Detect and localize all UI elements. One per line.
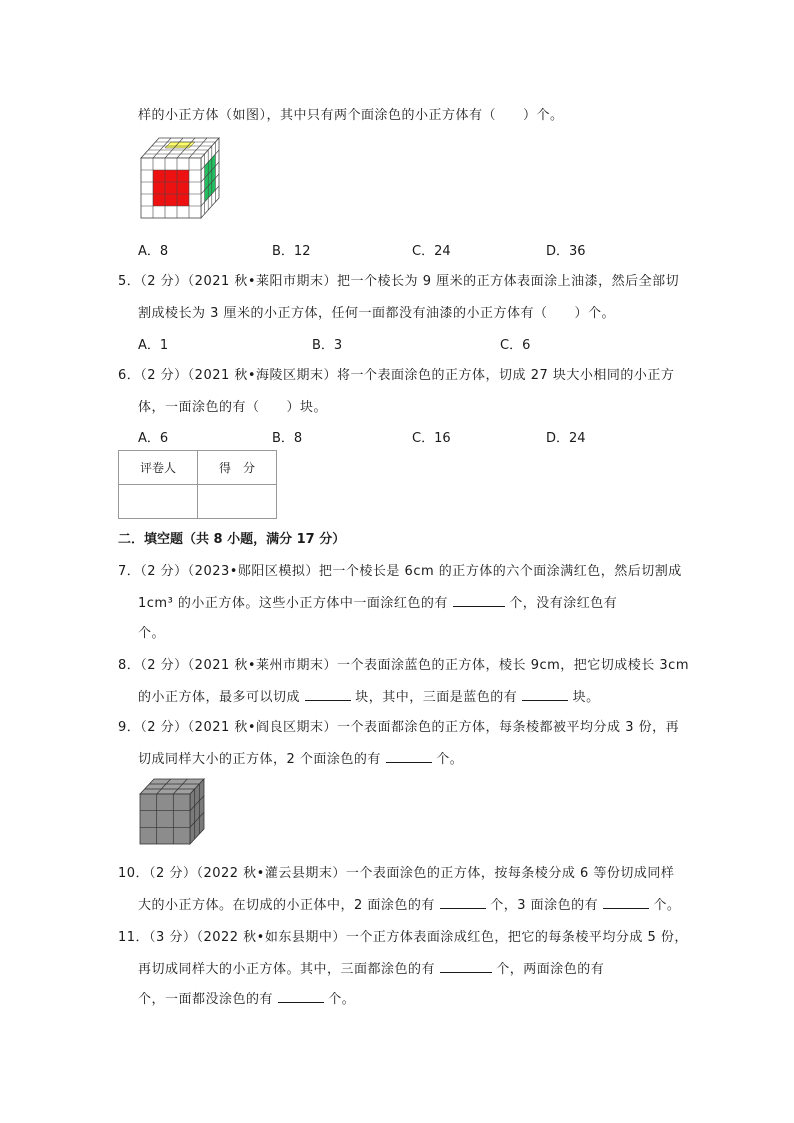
q11-line1: 11．（3 分）（2022 秋•如东县期中）一个正方体表面涂成红色，把它的每条棱平均分成 5 份，	[118, 930, 688, 945]
q11-line2-text-a: 再切成同样大的小正方体。其中，三面都涂色的有	[138, 962, 436, 977]
q7-line3: 个。	[138, 626, 166, 641]
q11-answer-blank-2[interactable]	[278, 990, 324, 1003]
section-title: 二．填空题（共 8 小题，满分 17 分）	[118, 532, 346, 547]
q10-line2	[138, 894, 680, 913]
q8-line2-text-c: 块。	[572, 690, 600, 705]
q4-option-a: A．8	[138, 244, 169, 259]
q9-line2-text-b: 个。	[436, 752, 464, 767]
q4-option-d: D．36	[546, 244, 586, 259]
q11-line2-text-b: 个，两面涂色的有	[496, 962, 605, 977]
q7-line2	[138, 592, 617, 611]
gray-cube-front-face	[140, 794, 190, 844]
q11-line3-text-a: 个，一面都没涂色的有	[138, 992, 274, 1007]
q5-option-b: B．3	[312, 338, 343, 353]
q7-line2-text-b: 个，没有涂红色有	[509, 596, 618, 611]
q10-line1: 10．（2 分）（2022 秋•灌云县期末）一个表面涂色的正方体，按每条棱分成 6 等份切成同样	[118, 866, 675, 881]
q11-line3	[138, 988, 355, 1007]
q10-answer-blank-1[interactable]	[440, 896, 486, 909]
q8-answer-blank-1[interactable]	[305, 688, 351, 701]
score-table-cell-score	[198, 485, 277, 519]
q11-line3-text-b: 个。	[328, 992, 356, 1007]
cube-front-face	[141, 158, 201, 218]
q6-option-a: A．6	[138, 431, 169, 446]
q6-option-b: B．8	[272, 431, 303, 446]
q6-option-d: D．24	[546, 431, 586, 446]
q9-line2	[138, 748, 463, 767]
q7-answer-blank-1[interactable]	[453, 594, 505, 607]
gray-cube-figure	[138, 776, 208, 846]
score-table-header-score: 得 分	[198, 451, 277, 485]
q10-line2-text-c: 个。	[653, 898, 681, 913]
q6-line2: 体，一面涂色的有（ ）块。	[138, 400, 328, 415]
q6-option-c: C．16	[412, 431, 451, 446]
q11-answer-blank-1[interactable]	[440, 960, 492, 973]
q4-text: 样的小正方体（如图），其中只有两个面涂色的小正方体有（ ）个。	[138, 108, 564, 123]
q4-option-c: C．24	[412, 244, 451, 259]
score-table	[118, 450, 277, 519]
q8-answer-blank-2[interactable]	[522, 688, 568, 701]
q8-line2-text-a: 的小正方体，最多可以切成	[138, 690, 301, 705]
q11-line2	[138, 958, 604, 977]
q5-option-a: A．1	[138, 338, 169, 353]
q5-option-c: C．6	[500, 338, 531, 353]
q9-line2-text-a: 切成同样大小的正方体，2 个面涂色的有	[138, 752, 381, 767]
q8-line1: 8．（2 分）（2021 秋•莱州市期末）一个表面涂蓝色的正方体，棱长 9cm，把它切成棱长 3cm	[118, 658, 689, 673]
score-table-header-grader: 评卷人	[119, 451, 198, 485]
q9-answer-blank-1[interactable]	[386, 750, 432, 763]
q10-line2-text-a: 大的小正方体。在切成的小正体中，2 面涂色的有	[138, 898, 435, 913]
q7-line1: 7．（2 分）（2023•郧阳区模拟）把一个棱长是 6cm 的正方体的六个面涂满红色，然后切割成	[118, 564, 682, 579]
q8-line2-text-b: 块，其中，三面是蓝色的有	[355, 690, 518, 705]
score-table-cell-grader	[119, 485, 198, 519]
q4-option-b: B．12	[272, 244, 311, 259]
q5-line1: 5．（2 分）（2021 秋•莱阳市期末）把一个棱长为 9 厘米的正方体表面涂上油漆，然后全部切	[118, 274, 680, 289]
q9-line1: 9．（2 分）（2021 秋•阎良区期末）一个表面都涂色的正方体，每条棱都被平均分成 3 份，再	[118, 720, 680, 735]
painted-cube-figure	[138, 134, 224, 222]
q5-line2: 割成棱长为 3 厘米的小正方体，任何一面都没有油漆的小正方体有（ ）个。	[138, 306, 616, 321]
q8-line2	[138, 686, 600, 705]
q10-line2-text-b: 个，3 面涂色的有	[490, 898, 599, 913]
q6-line1: 6．（2 分）（2021 秋•海陵区期末）将一个表面涂色的正方体，切成 27 块大小相同的小正方	[118, 368, 675, 383]
q10-answer-blank-2[interactable]	[603, 896, 649, 909]
q7-line2-text-a: 1cm³ 的小正方体。这些小正方体中一面涂红色的有	[138, 596, 448, 611]
